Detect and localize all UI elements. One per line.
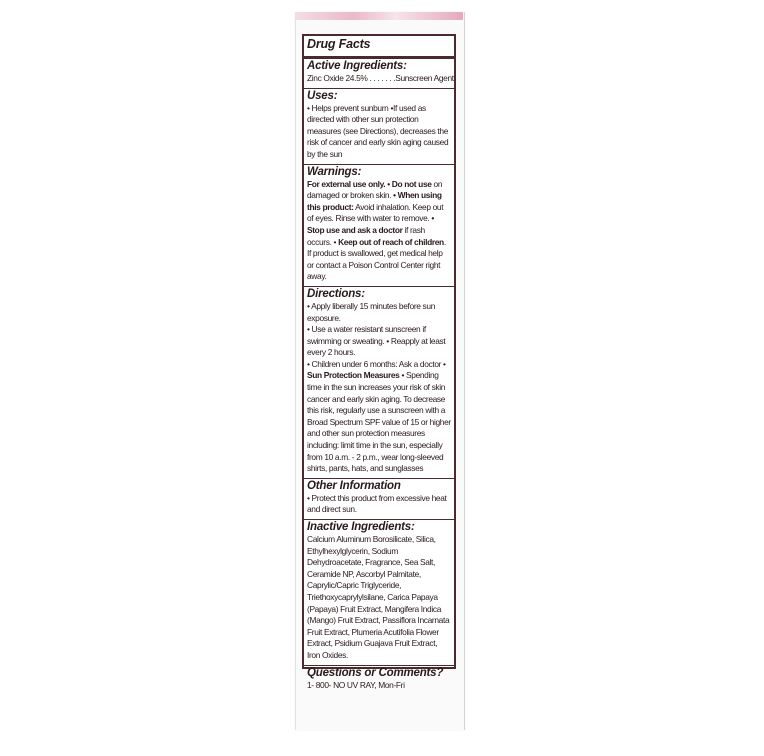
other-information-title: Other Information <box>307 479 401 492</box>
warnings-text: For external use only. • Do not use on damaged or broken skin. • When using this product: Avoid inhalation. Keep out of eyes. Rinse with water to remove. • Stop use and ask a doctor if rash occurs. • Keep out of reach of children. If product is swallowed, get medical help or contact a Poison Control Center right away. <box>307 178 446 282</box>
questions-phone: 1- 800- NO UV RAY, Mon-Fri <box>307 679 405 690</box>
active-ingredient-row <box>307 73 454 85</box>
other-information-section <box>304 479 454 520</box>
uses-section <box>304 89 454 165</box>
inactive-ingredients-section <box>304 520 454 666</box>
drug-facts-title: Drug Facts <box>307 37 371 51</box>
drug-facts-panel <box>302 34 456 690</box>
uses-text: • Helps prevent sunburn •If used as directed with other sun protection measures (see Directions), decreases the risk of cancer and early skin aging caused by the sun <box>307 102 449 159</box>
drug-facts-header <box>304 36 454 59</box>
questions-title: Questions or Comments? <box>307 666 444 679</box>
questions-section <box>304 666 454 695</box>
directions-line-1: • Apply liberally 15 minutes before sun exposure. <box>307 300 436 323</box>
directions-line-3: • Children under 6 months: Ask a doctor • Sun Protection Measures • Spending time in the sun increases your risk of skin cancer and early skin aging. To decrease this risk, regularly use a sunscreen with a Broad Spectrum SPF value of 15 or higher and other sun protection measures including: limit time in the sun, especially from 10 a.m. - 2 p.m., wear long-sleeved shirts, pants, hats, and sunglasses <box>307 358 451 474</box>
uses-title: Uses: <box>307 89 338 102</box>
directions-title: Directions: <box>307 287 365 300</box>
inactive-ingredients-title: Inactive Ingredients: <box>307 521 415 533</box>
active-ingredients-section <box>304 59 454 89</box>
active-ingredient-purpose: Sunscreen Agent <box>395 73 454 83</box>
directions-section <box>304 287 454 479</box>
inactive-ingredients-text: Calcium Aluminum Borosilicate, Silica, Ethylhexylglycerin, Sodium Dehydroacetate, Fragrance, Sea Salt, Ceramide NP, Ascorbyl Palmitate, Caprylic/Capric Triglyceride, Triethoxycaprylylsilane, Carica Papaya (Papaya) Fruit Extract, Mangifera Indica (Mango) Fruit Extract, Passiflora Incarnata Fruit Extract, Plumeria Acutifolia Flower Extract, Psidium Guajava Fruit Extract, Iron Oxides. <box>307 534 450 660</box>
active-ingredient-name: Zinc Oxide 24.5% . . . . . . . <box>307 73 396 83</box>
box-top-flap <box>295 12 463 20</box>
warnings-title: Warnings: <box>307 165 362 178</box>
warnings-section <box>304 165 454 287</box>
other-information-text: • Protect this product from excessive heat and direct sun. <box>307 492 447 515</box>
active-ingredients-title: Active Ingredients: <box>307 60 407 72</box>
directions-line-2: • Use a water resistant sunscreen if swimming or sweating. • Reapply at least every 2 hours. <box>307 324 446 358</box>
